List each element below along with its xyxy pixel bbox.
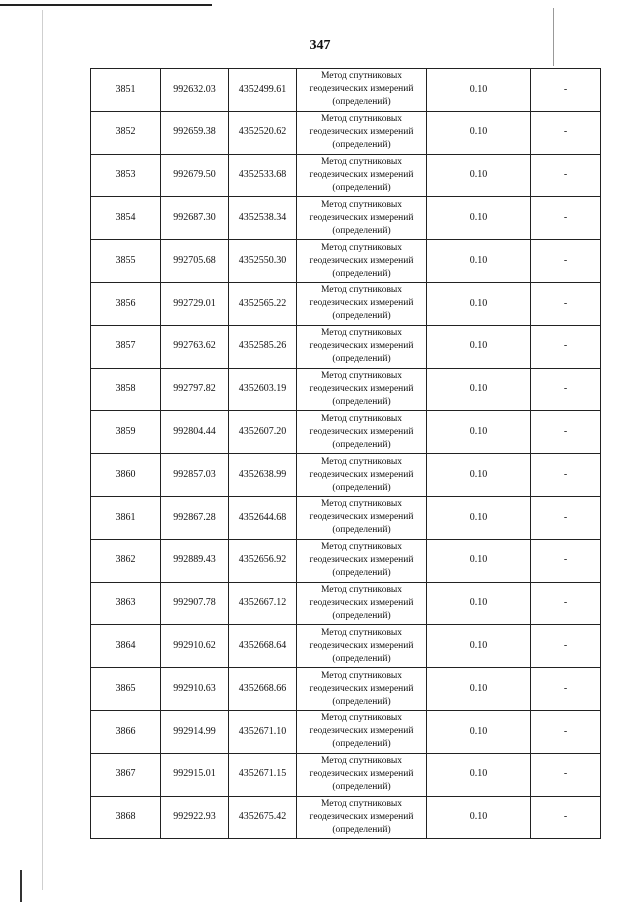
cell-note: -	[531, 325, 601, 368]
table-row	[91, 668, 601, 711]
cell-accuracy: 0.10	[427, 753, 531, 796]
cell-method: Метод спутниковых геодезических измерений (определений)	[297, 197, 427, 240]
cell-accuracy: 0.10	[427, 710, 531, 753]
table-row	[91, 325, 601, 368]
cell-accuracy: 0.10	[427, 282, 531, 325]
cell-note: -	[531, 411, 601, 454]
table-row	[91, 710, 601, 753]
cell-method: Метод спутниковых геодезических измерений (определений)	[297, 325, 427, 368]
table-row	[91, 197, 601, 240]
cell-coordinate-x: 992763.62	[161, 325, 229, 368]
cell-coordinate-y: 4352638.99	[229, 454, 297, 497]
cell-accuracy: 0.10	[427, 411, 531, 454]
cell-note: -	[531, 240, 601, 283]
scan-edge-right	[553, 8, 554, 66]
cell-coordinate-x: 992687.30	[161, 197, 229, 240]
cell-method: Метод спутниковых геодезических измерений (определений)	[297, 111, 427, 154]
cell-method: Метод спутниковых геодезических измерений (определений)	[297, 796, 427, 839]
cell-coordinate-x: 992910.63	[161, 668, 229, 711]
cell-method: Метод спутниковых геодезических измерений (определений)	[297, 240, 427, 283]
scan-edge-left	[42, 10, 43, 890]
cell-coordinate-x: 992729.01	[161, 282, 229, 325]
cell-accuracy: 0.10	[427, 240, 531, 283]
cell-accuracy: 0.10	[427, 625, 531, 668]
cell-note: -	[531, 710, 601, 753]
cell-point-number: 3863	[91, 582, 161, 625]
cell-method: Метод спутниковых геодезических измерений (определений)	[297, 454, 427, 497]
table-row	[91, 411, 601, 454]
cell-method: Метод спутниковых геодезических измерений (определений)	[297, 710, 427, 753]
cell-coordinate-x: 992914.99	[161, 710, 229, 753]
table-row	[91, 796, 601, 839]
cell-point-number: 3854	[91, 197, 161, 240]
cell-accuracy: 0.10	[427, 539, 531, 582]
cell-point-number: 3861	[91, 496, 161, 539]
cell-coordinate-y: 4352565.22	[229, 282, 297, 325]
cell-accuracy: 0.10	[427, 496, 531, 539]
table-row	[91, 496, 601, 539]
cell-point-number: 3868	[91, 796, 161, 839]
scan-edge-left-mark	[20, 870, 22, 902]
cell-accuracy: 0.10	[427, 69, 531, 112]
cell-method: Метод спутниковых геодезических измерений (определений)	[297, 282, 427, 325]
cell-point-number: 3852	[91, 111, 161, 154]
cell-coordinate-y: 4352499.61	[229, 69, 297, 112]
cell-coordinate-y: 4352607.20	[229, 411, 297, 454]
cell-method: Метод спутниковых геодезических измерений (определений)	[297, 69, 427, 112]
cell-method: Метод спутниковых геодезических измерений (определений)	[297, 668, 427, 711]
cell-coordinate-y: 4352533.68	[229, 154, 297, 197]
cell-note: -	[531, 69, 601, 112]
cell-accuracy: 0.10	[427, 111, 531, 154]
table-row	[91, 539, 601, 582]
cell-accuracy: 0.10	[427, 796, 531, 839]
cell-note: -	[531, 454, 601, 497]
cell-coordinate-y: 4352671.15	[229, 753, 297, 796]
cell-note: -	[531, 496, 601, 539]
coordinates-table-body	[91, 69, 601, 839]
cell-coordinate-y: 4352538.34	[229, 197, 297, 240]
table-row	[91, 282, 601, 325]
cell-coordinate-x: 992804.44	[161, 411, 229, 454]
cell-accuracy: 0.10	[427, 197, 531, 240]
cell-coordinate-y: 4352550.30	[229, 240, 297, 283]
cell-note: -	[531, 111, 601, 154]
table-row	[91, 582, 601, 625]
table-row	[91, 111, 601, 154]
cell-point-number: 3855	[91, 240, 161, 283]
cell-accuracy: 0.10	[427, 368, 531, 411]
cell-note: -	[531, 368, 601, 411]
cell-point-number: 3866	[91, 710, 161, 753]
cell-note: -	[531, 796, 601, 839]
cell-coordinate-x: 992922.93	[161, 796, 229, 839]
cell-method: Метод спутниковых геодезических измерений (определений)	[297, 582, 427, 625]
cell-coordinate-x: 992907.78	[161, 582, 229, 625]
cell-point-number: 3857	[91, 325, 161, 368]
cell-point-number: 3860	[91, 454, 161, 497]
cell-coordinate-y: 4352667.12	[229, 582, 297, 625]
scan-edge-top	[0, 4, 212, 6]
cell-coordinate-y: 4352644.68	[229, 496, 297, 539]
cell-note: -	[531, 753, 601, 796]
cell-accuracy: 0.10	[427, 582, 531, 625]
cell-point-number: 3853	[91, 154, 161, 197]
cell-note: -	[531, 154, 601, 197]
table-row	[91, 69, 601, 112]
table-row	[91, 154, 601, 197]
cell-coordinate-x: 992797.82	[161, 368, 229, 411]
cell-coordinate-x: 992632.03	[161, 69, 229, 112]
cell-point-number: 3864	[91, 625, 161, 668]
cell-point-number: 3865	[91, 668, 161, 711]
cell-coordinate-y: 4352668.64	[229, 625, 297, 668]
cell-note: -	[531, 197, 601, 240]
cell-coordinate-x: 992889.43	[161, 539, 229, 582]
table-row	[91, 753, 601, 796]
cell-accuracy: 0.10	[427, 668, 531, 711]
table-row	[91, 625, 601, 668]
cell-note: -	[531, 582, 601, 625]
cell-coordinate-x: 992705.68	[161, 240, 229, 283]
cell-point-number: 3851	[91, 69, 161, 112]
cell-coordinate-y: 4352520.62	[229, 111, 297, 154]
cell-coordinate-x: 992679.50	[161, 154, 229, 197]
cell-coordinate-x: 992867.28	[161, 496, 229, 539]
cell-point-number: 3859	[91, 411, 161, 454]
cell-method: Метод спутниковых геодезических измерений (определений)	[297, 411, 427, 454]
cell-coordinate-x: 992915.01	[161, 753, 229, 796]
cell-coordinate-y: 4352668.66	[229, 668, 297, 711]
cell-note: -	[531, 625, 601, 668]
cell-coordinate-x: 992910.62	[161, 625, 229, 668]
cell-method: Метод спутниковых геодезических измерений (определений)	[297, 368, 427, 411]
cell-method: Метод спутниковых геодезических измерений (определений)	[297, 753, 427, 796]
cell-coordinate-x: 992659.38	[161, 111, 229, 154]
coordinates-table	[90, 68, 601, 839]
cell-point-number: 3867	[91, 753, 161, 796]
cell-method: Метод спутниковых геодезических измерений (определений)	[297, 154, 427, 197]
cell-accuracy: 0.10	[427, 154, 531, 197]
cell-note: -	[531, 668, 601, 711]
table-row	[91, 368, 601, 411]
cell-point-number: 3862	[91, 539, 161, 582]
cell-note: -	[531, 282, 601, 325]
cell-note: -	[531, 539, 601, 582]
cell-coordinate-y: 4352585.26	[229, 325, 297, 368]
table-row	[91, 240, 601, 283]
cell-point-number: 3856	[91, 282, 161, 325]
table-row	[91, 454, 601, 497]
cell-accuracy: 0.10	[427, 325, 531, 368]
cell-method: Метод спутниковых геодезических измерений (определений)	[297, 625, 427, 668]
cell-coordinate-y: 4352671.10	[229, 710, 297, 753]
cell-coordinate-y: 4352656.92	[229, 539, 297, 582]
cell-coordinate-x: 992857.03	[161, 454, 229, 497]
cell-coordinate-y: 4352675.42	[229, 796, 297, 839]
cell-method: Метод спутниковых геодезических измерений (определений)	[297, 496, 427, 539]
cell-accuracy: 0.10	[427, 454, 531, 497]
cell-coordinate-y: 4352603.19	[229, 368, 297, 411]
cell-method: Метод спутниковых геодезических измерений (определений)	[297, 539, 427, 582]
cell-point-number: 3858	[91, 368, 161, 411]
page-number: 347	[309, 38, 331, 53]
